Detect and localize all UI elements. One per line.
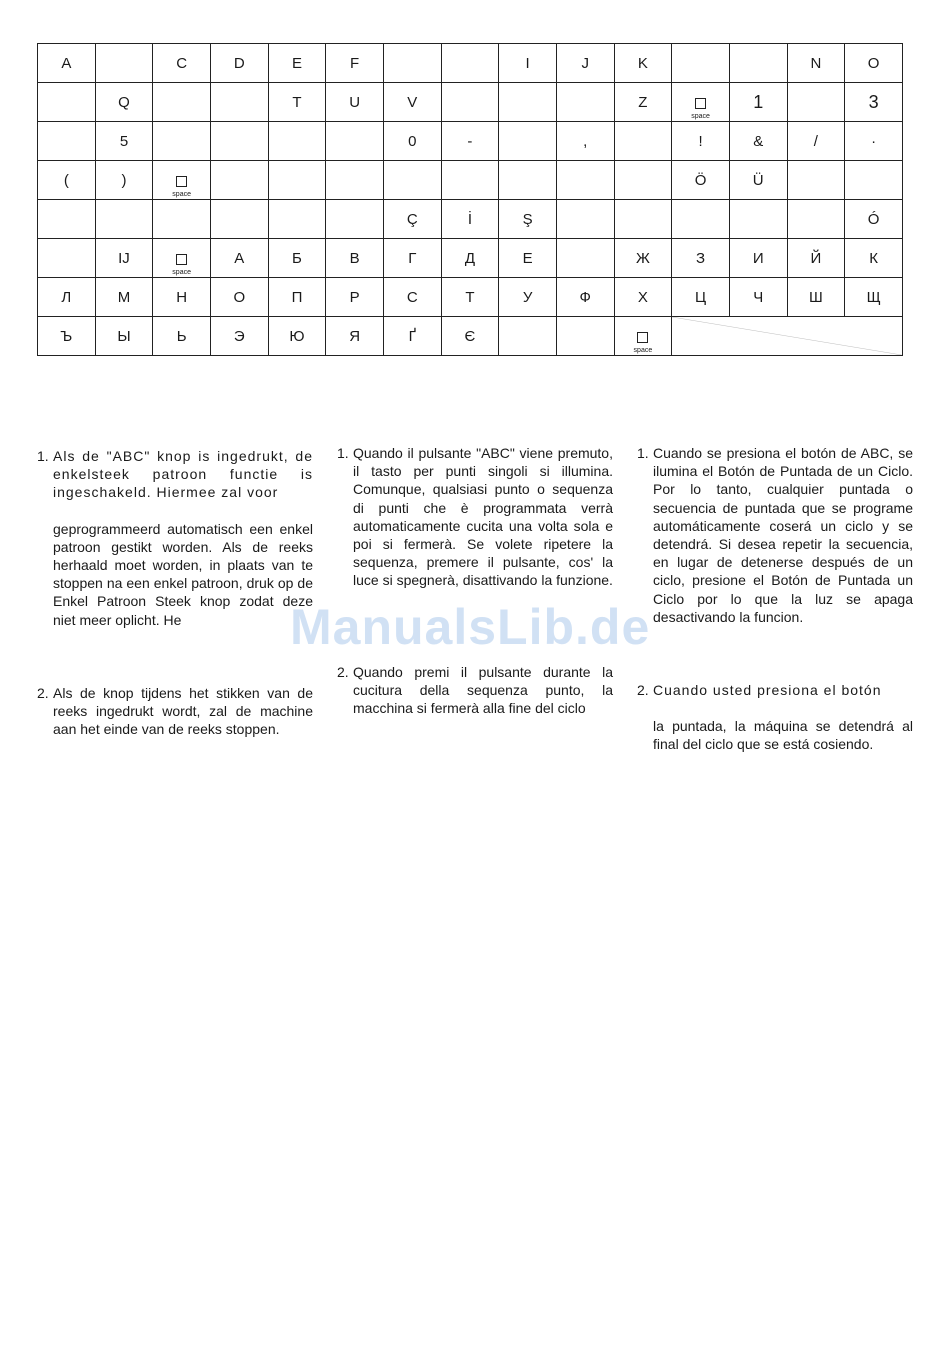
spanish-item-2 bbox=[637, 681, 913, 754]
spanish-item-1 bbox=[637, 444, 913, 626]
empty-cell bbox=[326, 161, 384, 200]
char-table-row bbox=[38, 122, 903, 161]
char-cell: İ bbox=[441, 200, 499, 239]
space-cell bbox=[614, 317, 672, 356]
char-cell: Q bbox=[95, 83, 153, 122]
char-cell: T bbox=[268, 83, 326, 122]
empty-cell bbox=[441, 161, 499, 200]
character-table-body bbox=[38, 44, 903, 356]
empty-cell bbox=[268, 122, 326, 161]
char-table-row bbox=[38, 44, 903, 83]
char-cell: U bbox=[326, 83, 384, 122]
empty-cell bbox=[38, 83, 96, 122]
dutch-item-2-text: Als de knop tijdens het stikken van de reeks ingedrukt wordt, zal de machine aan het einde van de reeks stoppen. bbox=[53, 684, 313, 738]
char-cell: IJ bbox=[95, 239, 153, 278]
char-cell: У bbox=[499, 278, 557, 317]
char-cell: Я bbox=[326, 317, 384, 356]
empty-cell bbox=[268, 200, 326, 239]
empty-cell bbox=[326, 122, 384, 161]
char-table-row bbox=[38, 317, 903, 356]
empty-cell bbox=[210, 83, 268, 122]
char-cell: 3 bbox=[845, 83, 903, 122]
space-cell bbox=[672, 83, 730, 122]
char-cell: J bbox=[556, 44, 614, 83]
italian-column bbox=[337, 444, 613, 717]
space-label: space bbox=[633, 347, 653, 354]
italian-item-1-text: Quando il pulsante "ABC" viene premuto, il tasto per punti singoli si illumina. Comunque, qualsiasi punto o sequenza di punti che è programmata verrà automaticamente cucita una volta sola e poi si fermerà. Se volete ripetere la sequenza, premere il pulsante, cos' la luce si spegnerà, disattivando la funzione. bbox=[353, 445, 613, 589]
char-cell: Z bbox=[614, 83, 672, 122]
char-cell: & bbox=[729, 122, 787, 161]
char-cell: ! bbox=[672, 122, 730, 161]
empty-cell bbox=[499, 83, 557, 122]
char-cell: Ы bbox=[95, 317, 153, 356]
empty-cell bbox=[268, 161, 326, 200]
space-box-icon bbox=[695, 98, 706, 109]
char-cell: Е bbox=[499, 239, 557, 278]
char-cell: Б bbox=[268, 239, 326, 278]
character-table bbox=[37, 43, 903, 356]
char-cell: ( bbox=[38, 161, 96, 200]
char-cell: К bbox=[845, 239, 903, 278]
empty-cell bbox=[845, 161, 903, 200]
empty-cell bbox=[729, 44, 787, 83]
item-number: 2. bbox=[637, 682, 649, 699]
watermark: ManualsLib.de bbox=[290, 599, 651, 655]
char-table-row bbox=[38, 278, 903, 317]
empty-cell bbox=[672, 200, 730, 239]
space-label: space bbox=[691, 113, 710, 120]
dutch-column bbox=[37, 447, 313, 738]
empty-cell bbox=[556, 200, 614, 239]
spanish-column bbox=[637, 444, 913, 754]
space-box-icon bbox=[176, 176, 187, 187]
dutch-item-1-text-cont: geprogrammeerd automatisch een enkel patroon gestikt worden. Als de reeks herhaald moet worden, in plaats van te stoppen na een enkel patroon, druk op de Enkel Patroon Steek knop zodat deze niet meer oplicht. He bbox=[53, 520, 313, 628]
empty-cell bbox=[787, 161, 845, 200]
empty-cell bbox=[787, 200, 845, 239]
char-cell: Ф bbox=[556, 278, 614, 317]
char-cell: 1 bbox=[729, 83, 787, 122]
empty-cell bbox=[153, 122, 211, 161]
char-cell: Т bbox=[441, 278, 499, 317]
char-cell: Ü bbox=[729, 161, 787, 200]
space-box-icon bbox=[637, 332, 648, 343]
char-cell: Ж bbox=[614, 239, 672, 278]
char-cell: С bbox=[383, 278, 441, 317]
space-cell bbox=[153, 239, 211, 278]
char-table-row bbox=[38, 161, 903, 200]
empty-cell bbox=[95, 200, 153, 239]
char-cell: I bbox=[499, 44, 557, 83]
empty-cell bbox=[672, 44, 730, 83]
empty-cell bbox=[614, 161, 672, 200]
empty-cell bbox=[383, 44, 441, 83]
char-cell: А bbox=[210, 239, 268, 278]
char-table-row bbox=[38, 239, 903, 278]
char-cell: F bbox=[326, 44, 384, 83]
item-number: 2. bbox=[37, 684, 49, 701]
char-cell: Д bbox=[441, 239, 499, 278]
char-cell: Ъ bbox=[38, 317, 96, 356]
char-cell: 0 bbox=[383, 122, 441, 161]
empty-cell bbox=[614, 122, 672, 161]
char-cell: V bbox=[383, 83, 441, 122]
empty-cell bbox=[38, 239, 96, 278]
empty-cell bbox=[499, 317, 557, 356]
spanish-item-1-text: Cuando se presiona el botón de ABC, se ilumina el Botón de Puntada de un Ciclo. Por lo tanto, cualquier puntada o secuencia de puntada que se programe automáticamente coserá un ciclo y se detendrá. Si desea repetir la secuencia, en lugar de detenerse después de un ciclo, presione el Botón de Puntada un Ciclo por lo que la luz se apaga desactivando la funcion. bbox=[653, 445, 913, 625]
char-cell: Н bbox=[153, 278, 211, 317]
char-cell: ) bbox=[95, 161, 153, 200]
dutch-item-1-text: Als de "ABC" knop is ingedrukt, de enkelsteek patroon functie is ingeschakeld. Hiermee zal voor bbox=[53, 448, 313, 501]
empty-cell bbox=[38, 200, 96, 239]
empty-cell bbox=[556, 239, 614, 278]
char-cell: / bbox=[787, 122, 845, 161]
char-cell: Є bbox=[441, 317, 499, 356]
space-cell bbox=[153, 161, 211, 200]
char-cell: П bbox=[268, 278, 326, 317]
char-cell: Ц bbox=[672, 278, 730, 317]
empty-cell bbox=[556, 317, 614, 356]
italian-item-2 bbox=[337, 663, 613, 718]
empty-cell bbox=[729, 200, 787, 239]
char-cell: E bbox=[268, 44, 326, 83]
char-cell: М bbox=[95, 278, 153, 317]
empty-cell bbox=[38, 122, 96, 161]
char-cell: Х bbox=[614, 278, 672, 317]
char-cell: Ç bbox=[383, 200, 441, 239]
empty-cell bbox=[614, 200, 672, 239]
char-cell: Ч bbox=[729, 278, 787, 317]
char-cell: C bbox=[153, 44, 211, 83]
char-cell: Щ bbox=[845, 278, 903, 317]
char-cell: - bbox=[441, 122, 499, 161]
item-number: 1. bbox=[37, 448, 49, 464]
char-cell: З bbox=[672, 239, 730, 278]
space-label: space bbox=[172, 191, 191, 198]
char-cell: · bbox=[845, 122, 903, 161]
char-cell: , bbox=[556, 122, 614, 161]
empty-cell bbox=[95, 44, 153, 83]
char-cell: D bbox=[210, 44, 268, 83]
item-number: 1. bbox=[637, 445, 649, 461]
char-cell: A bbox=[38, 44, 96, 83]
italian-item-1 bbox=[337, 444, 613, 590]
char-table-row bbox=[38, 83, 903, 122]
spanish-item-2-text: Cuando usted presiona el botón bbox=[653, 682, 882, 699]
char-cell: N bbox=[787, 44, 845, 83]
char-cell: O bbox=[845, 44, 903, 83]
empty-cell bbox=[153, 200, 211, 239]
dutch-item-1 bbox=[37, 447, 313, 629]
char-cell: Ш bbox=[787, 278, 845, 317]
char-cell: В bbox=[326, 239, 384, 278]
char-cell: Ь bbox=[153, 317, 211, 356]
empty-cell bbox=[210, 200, 268, 239]
char-cell: Ö bbox=[672, 161, 730, 200]
item-number: 2. bbox=[337, 663, 349, 680]
char-cell: Л bbox=[38, 278, 96, 317]
empty-cell bbox=[383, 161, 441, 200]
char-cell: Р bbox=[326, 278, 384, 317]
char-cell: 5 bbox=[95, 122, 153, 161]
spanish-item-2-text-cont: la puntada, la máquina se detendrá al final del ciclo que se está cosiendo. bbox=[653, 718, 913, 753]
italian-item-2-text: Quando premi il pulsante durante la cucitura della sequenza punto, la macchina si fermerà alla fine del ciclo bbox=[353, 663, 613, 717]
char-cell: K bbox=[614, 44, 672, 83]
empty-cell bbox=[210, 161, 268, 200]
char-cell: Ґ bbox=[383, 317, 441, 356]
space-label: space bbox=[172, 269, 191, 276]
char-cell: Ş bbox=[499, 200, 557, 239]
char-cell: Э bbox=[210, 317, 268, 356]
item-number: 1. bbox=[337, 445, 349, 461]
char-cell: Й bbox=[787, 239, 845, 278]
empty-cell bbox=[441, 83, 499, 122]
char-cell: Г bbox=[383, 239, 441, 278]
char-cell: Ó bbox=[845, 200, 903, 239]
empty-cell bbox=[210, 122, 268, 161]
empty-cell bbox=[556, 83, 614, 122]
empty-cell bbox=[556, 161, 614, 200]
empty-cell bbox=[499, 122, 557, 161]
char-cell: О bbox=[210, 278, 268, 317]
char-cell: Ю bbox=[268, 317, 326, 356]
empty-cell bbox=[499, 161, 557, 200]
empty-diagonal-cell bbox=[672, 317, 903, 356]
empty-cell bbox=[153, 83, 211, 122]
char-cell: И bbox=[729, 239, 787, 278]
empty-cell bbox=[441, 44, 499, 83]
space-box-icon bbox=[176, 254, 187, 265]
empty-cell bbox=[787, 83, 845, 122]
empty-cell bbox=[326, 200, 384, 239]
dutch-item-2 bbox=[37, 684, 313, 739]
char-table-row bbox=[38, 200, 903, 239]
